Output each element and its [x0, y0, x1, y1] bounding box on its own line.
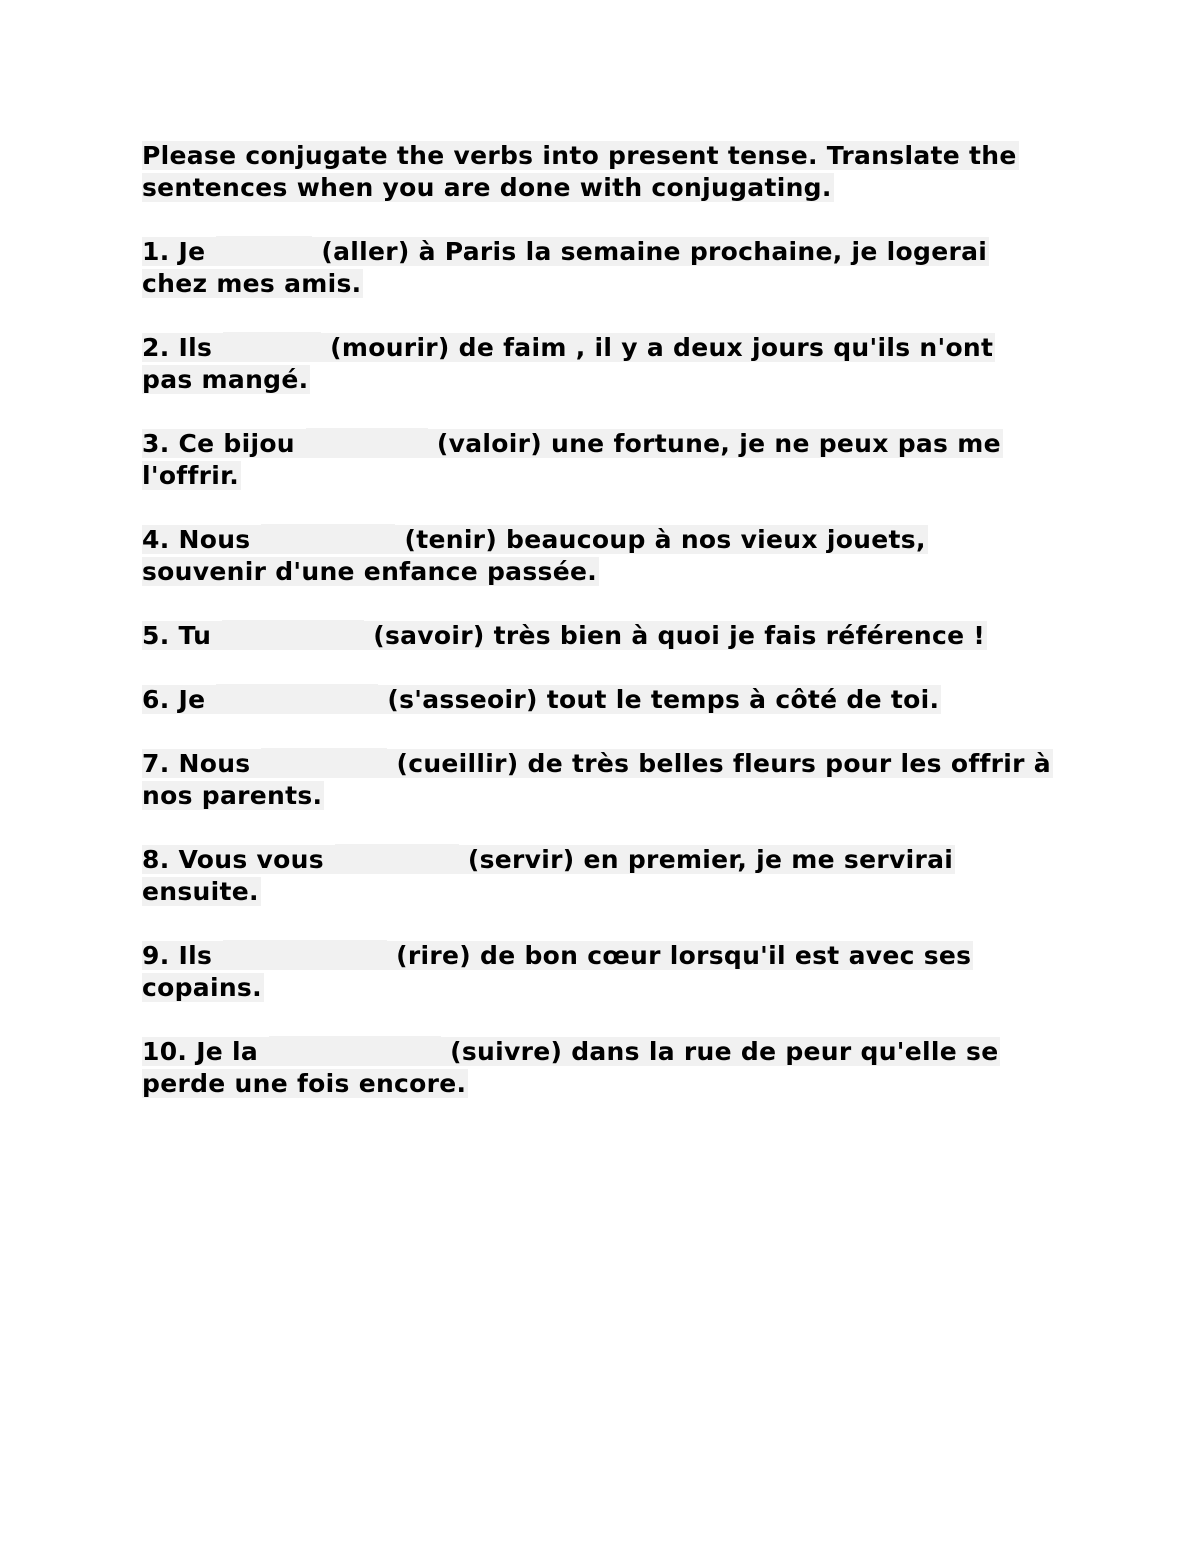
- exercise-3-blank: [306, 428, 428, 458]
- exercise-1-blank: [216, 236, 312, 266]
- instructions-line-2: sentences when you are done with conjugating.: [142, 173, 832, 202]
- exercise-8: [142, 844, 1072, 876]
- exercise-7-rest: (cueillir) de très belles fleurs pour les offrir à: [387, 749, 1051, 778]
- exercise-10: [142, 1036, 1072, 1068]
- exercise-5-prefix: 5. Tu: [142, 621, 221, 650]
- exercise-3-prefix: 3. Ce bijou: [142, 429, 304, 458]
- exercise-7-blank: [261, 748, 387, 778]
- exercise-5-rest: (savoir) très bien à quoi je fais référence !: [364, 621, 986, 650]
- exercise-2-blank: [223, 332, 321, 362]
- instructions-line-1: Please conjugate the verbs into present tense. Translate the: [142, 141, 1017, 170]
- exercise-4-blank: [261, 524, 395, 554]
- exercise-3-continuation: l'offrir.: [142, 461, 240, 490]
- exercise-1-prefix: 1. Je: [142, 237, 215, 266]
- exercise-4-prefix: 4. Nous: [142, 525, 260, 554]
- exercise-9-rest: (rire) de bon cœur lorsqu'il est avec ses: [387, 941, 972, 970]
- exercise-10-rest: (suivre) dans la rue de peur qu'elle se: [441, 1037, 999, 1066]
- exercise-7-prefix: 7. Nous: [142, 749, 260, 778]
- exercise-8-continuation: ensuite.: [142, 877, 259, 906]
- exercise-9-prefix: 9. Ils: [142, 941, 222, 970]
- exercise-3: [142, 428, 1072, 460]
- exercise-7-continuation: nos parents.: [142, 781, 323, 810]
- exercise-3-rest: (valoir) une fortune, je ne peux pas me: [427, 429, 1001, 458]
- exercise-6-blank: [216, 684, 378, 714]
- exercise-10-prefix: 10. Je la: [142, 1037, 268, 1066]
- exercise-5: [142, 620, 1072, 652]
- exercise-9: [142, 940, 1072, 972]
- exercise-9-continuation: copains.: [142, 973, 262, 1002]
- exercise-6-rest: (s'asseoir) tout le temps à côté de toi.: [378, 685, 940, 714]
- exercise-8-prefix: 8. Vous vous: [142, 845, 333, 874]
- exercise-2-continuation: pas mangé.: [142, 365, 309, 394]
- exercise-2-prefix: 2. Ils: [142, 333, 222, 362]
- exercise-7: [142, 748, 1072, 780]
- exercise-10-continuation: perde une fois encore.: [142, 1069, 467, 1098]
- exercise-8-blank: [335, 844, 459, 874]
- exercise-5-blank: [222, 620, 364, 650]
- worksheet: [142, 140, 1072, 1100]
- exercise-10-blank: [269, 1036, 441, 1066]
- exercise-2-rest: (mourir) de faim , il y a deux jours qu'ils n'ont: [321, 333, 994, 362]
- exercise-6: [142, 684, 1072, 716]
- exercise-8-rest: (servir) en premier, je me servirai: [458, 845, 954, 874]
- exercise-6-prefix: 6. Je: [142, 685, 215, 714]
- exercise-2: [142, 332, 1072, 364]
- exercise-1-rest: (aller) à Paris la semaine prochaine, je logerai: [312, 237, 988, 266]
- exercise-1: [142, 236, 1072, 268]
- exercise-4-continuation: souvenir d'une enfance passée.: [142, 557, 598, 586]
- exercise-4-rest: (tenir) beaucoup à nos vieux jouets,: [395, 525, 926, 554]
- exercise-4: [142, 524, 1072, 556]
- exercise-9-blank: [223, 940, 387, 970]
- exercise-1-continuation: chez mes amis.: [142, 269, 362, 298]
